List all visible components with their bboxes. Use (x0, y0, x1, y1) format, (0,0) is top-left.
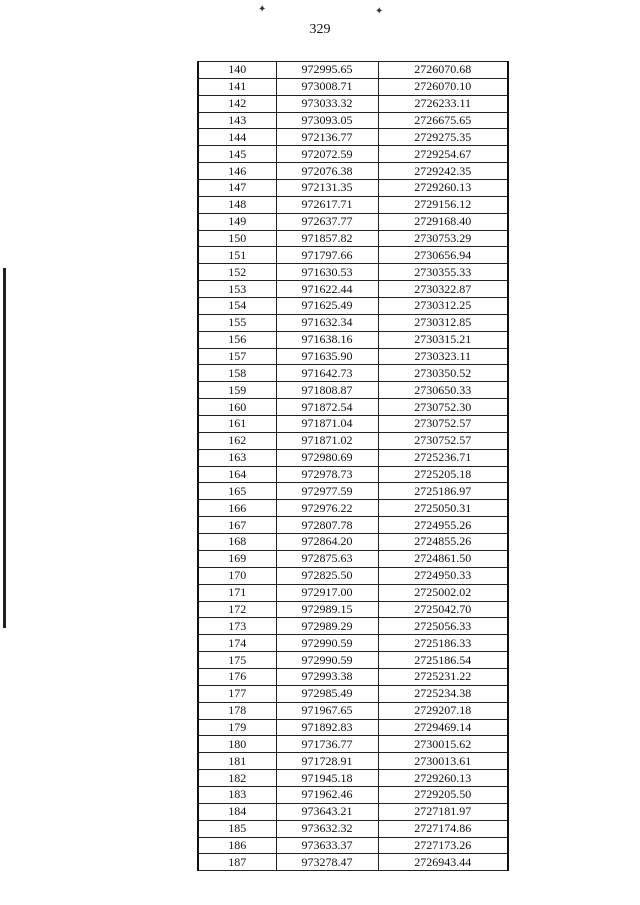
table-row (198, 281, 508, 298)
y-coordinate-cell: 2726675.65 (378, 112, 508, 129)
table-row (198, 348, 508, 365)
x-coordinate-cell: 972976.22 (276, 500, 378, 517)
table-row (198, 652, 508, 669)
table-row (198, 584, 508, 601)
x-coordinate-cell: 971632.34 (276, 314, 378, 331)
x-coordinate-cell: 972990.59 (276, 652, 378, 669)
x-coordinate-cell: 971808.87 (276, 382, 378, 399)
y-coordinate-cell: 2730350.52 (378, 365, 508, 382)
point-number-cell: 141 (198, 78, 276, 95)
point-number-cell: 184 (198, 803, 276, 820)
table-row (198, 432, 508, 449)
table-row (198, 247, 508, 264)
y-coordinate-cell: 2730013.61 (378, 753, 508, 770)
table-row (198, 534, 508, 551)
y-coordinate-cell: 2730312.85 (378, 314, 508, 331)
point-number-cell: 169 (198, 550, 276, 567)
point-number-cell: 183 (198, 786, 276, 803)
scan-edge-mark (3, 268, 6, 628)
y-coordinate-cell: 2727174.86 (378, 820, 508, 837)
x-coordinate-cell: 971872.54 (276, 399, 378, 416)
x-coordinate-cell: 973633.37 (276, 837, 378, 854)
y-coordinate-cell: 2730323.11 (378, 348, 508, 365)
y-coordinate-cell: 2725231.22 (378, 668, 508, 685)
table-row (198, 399, 508, 416)
scan-speck: ✦ (258, 4, 267, 15)
x-coordinate-cell: 972825.50 (276, 567, 378, 584)
point-number-cell: 177 (198, 685, 276, 702)
y-coordinate-cell: 2730656.94 (378, 247, 508, 264)
point-number-cell: 153 (198, 281, 276, 298)
x-coordinate-cell: 972989.29 (276, 618, 378, 635)
x-coordinate-cell: 971736.77 (276, 736, 378, 753)
table-row (198, 416, 508, 433)
x-coordinate-cell: 972995.65 (276, 62, 378, 79)
point-number-cell: 157 (198, 348, 276, 365)
table-row (198, 129, 508, 146)
point-number-cell: 152 (198, 264, 276, 281)
table-row (198, 449, 508, 466)
y-coordinate-cell: 2725236.71 (378, 449, 508, 466)
y-coordinate-cell: 2730752.57 (378, 432, 508, 449)
point-number-cell: 143 (198, 112, 276, 129)
y-coordinate-cell: 2729168.40 (378, 213, 508, 230)
point-number-cell: 179 (198, 719, 276, 736)
y-coordinate-cell: 2725050.31 (378, 500, 508, 517)
table-row (198, 567, 508, 584)
table-row (198, 163, 508, 180)
point-number-cell: 145 (198, 146, 276, 163)
point-number-cell: 168 (198, 534, 276, 551)
x-coordinate-cell: 971871.04 (276, 416, 378, 433)
y-coordinate-cell: 2730015.62 (378, 736, 508, 753)
y-coordinate-cell: 2726070.10 (378, 78, 508, 95)
x-coordinate-cell: 973093.05 (276, 112, 378, 129)
point-number-cell: 151 (198, 247, 276, 264)
y-coordinate-cell: 2725186.54 (378, 652, 508, 669)
coordinates-table (197, 61, 509, 871)
table-row (198, 837, 508, 854)
y-coordinate-cell: 2730312.25 (378, 298, 508, 315)
y-coordinate-cell: 2730650.33 (378, 382, 508, 399)
table-row (198, 601, 508, 618)
x-coordinate-cell: 972617.71 (276, 196, 378, 213)
y-coordinate-cell: 2726943.44 (378, 854, 508, 871)
x-coordinate-cell: 971630.53 (276, 264, 378, 281)
x-coordinate-cell: 972993.38 (276, 668, 378, 685)
table-row (198, 331, 508, 348)
table-row (198, 854, 508, 871)
table-row (198, 230, 508, 247)
x-coordinate-cell: 972864.20 (276, 534, 378, 551)
point-number-cell: 140 (198, 62, 276, 79)
x-coordinate-cell: 971642.73 (276, 365, 378, 382)
y-coordinate-cell: 2729469.14 (378, 719, 508, 736)
point-number-cell: 175 (198, 652, 276, 669)
y-coordinate-cell: 2727181.97 (378, 803, 508, 820)
point-number-cell: 166 (198, 500, 276, 517)
table-row (198, 736, 508, 753)
y-coordinate-cell: 2725056.33 (378, 618, 508, 635)
point-number-cell: 147 (198, 180, 276, 197)
y-coordinate-cell: 2729275.35 (378, 129, 508, 146)
point-number-cell: 150 (198, 230, 276, 247)
page-number: 329 (309, 22, 331, 37)
x-coordinate-cell: 971622.44 (276, 281, 378, 298)
table-row (198, 500, 508, 517)
y-coordinate-cell: 2730322.87 (378, 281, 508, 298)
y-coordinate-cell: 2730315.21 (378, 331, 508, 348)
x-coordinate-cell: 971638.16 (276, 331, 378, 348)
point-number-cell: 187 (198, 854, 276, 871)
table-row (198, 264, 508, 281)
coordinates-table-body (198, 62, 508, 871)
y-coordinate-cell: 2726070.68 (378, 62, 508, 79)
point-number-cell: 165 (198, 483, 276, 500)
point-number-cell: 148 (198, 196, 276, 213)
y-coordinate-cell: 2729207.18 (378, 702, 508, 719)
point-number-cell: 173 (198, 618, 276, 635)
y-coordinate-cell: 2730753.29 (378, 230, 508, 247)
x-coordinate-cell: 972072.59 (276, 146, 378, 163)
point-number-cell: 180 (198, 736, 276, 753)
table-row (198, 517, 508, 534)
table-row (198, 820, 508, 837)
table-row (198, 803, 508, 820)
table-row (198, 618, 508, 635)
point-number-cell: 158 (198, 365, 276, 382)
x-coordinate-cell: 973008.71 (276, 78, 378, 95)
table-row (198, 702, 508, 719)
x-coordinate-cell: 971967.65 (276, 702, 378, 719)
x-coordinate-cell: 972076.38 (276, 163, 378, 180)
point-number-cell: 154 (198, 298, 276, 315)
x-coordinate-cell: 973033.32 (276, 95, 378, 112)
point-number-cell: 178 (198, 702, 276, 719)
y-coordinate-cell: 2730355.33 (378, 264, 508, 281)
x-coordinate-cell: 971857.82 (276, 230, 378, 247)
table-row (198, 483, 508, 500)
table-row (198, 314, 508, 331)
point-number-cell: 174 (198, 635, 276, 652)
x-coordinate-cell: 972985.49 (276, 685, 378, 702)
x-coordinate-cell: 971625.49 (276, 298, 378, 315)
table-row (198, 213, 508, 230)
point-number-cell: 161 (198, 416, 276, 433)
x-coordinate-cell: 972136.77 (276, 129, 378, 146)
point-number-cell: 182 (198, 770, 276, 787)
y-coordinate-cell: 2724861.50 (378, 550, 508, 567)
point-number-cell: 144 (198, 129, 276, 146)
point-number-cell: 162 (198, 432, 276, 449)
x-coordinate-cell: 972807.78 (276, 517, 378, 534)
point-number-cell: 164 (198, 466, 276, 483)
x-coordinate-cell: 971635.90 (276, 348, 378, 365)
point-number-cell: 167 (198, 517, 276, 534)
point-number-cell: 159 (198, 382, 276, 399)
table-row (198, 180, 508, 197)
x-coordinate-cell: 972875.63 (276, 550, 378, 567)
y-coordinate-cell: 2730752.30 (378, 399, 508, 416)
x-coordinate-cell: 972989.15 (276, 601, 378, 618)
point-number-cell: 176 (198, 668, 276, 685)
x-coordinate-cell: 971945.18 (276, 770, 378, 787)
x-coordinate-cell: 971871.02 (276, 432, 378, 449)
table-row (198, 786, 508, 803)
table-row (198, 635, 508, 652)
x-coordinate-cell: 973278.47 (276, 854, 378, 871)
y-coordinate-cell: 2729260.13 (378, 180, 508, 197)
point-number-cell: 142 (198, 95, 276, 112)
y-coordinate-cell: 2730752.57 (378, 416, 508, 433)
x-coordinate-cell: 971892.83 (276, 719, 378, 736)
table-row (198, 78, 508, 95)
table-row (198, 112, 508, 129)
x-coordinate-cell: 972131.35 (276, 180, 378, 197)
point-number-cell: 163 (198, 449, 276, 466)
point-number-cell: 160 (198, 399, 276, 416)
table-row (198, 382, 508, 399)
x-coordinate-cell: 972977.59 (276, 483, 378, 500)
x-coordinate-cell: 972980.69 (276, 449, 378, 466)
y-coordinate-cell: 2729254.67 (378, 146, 508, 163)
point-number-cell: 186 (198, 837, 276, 854)
table-row (198, 753, 508, 770)
point-number-cell: 170 (198, 567, 276, 584)
x-coordinate-cell: 972990.59 (276, 635, 378, 652)
table-row (198, 95, 508, 112)
table-row (198, 550, 508, 567)
scan-speck: ✦ (375, 6, 384, 17)
y-coordinate-cell: 2725186.33 (378, 635, 508, 652)
y-coordinate-cell: 2725002.02 (378, 584, 508, 601)
x-coordinate-cell: 972978.73 (276, 466, 378, 483)
x-coordinate-cell: 971728.91 (276, 753, 378, 770)
y-coordinate-cell: 2724950.33 (378, 567, 508, 584)
point-number-cell: 172 (198, 601, 276, 618)
y-coordinate-cell: 2724855.26 (378, 534, 508, 551)
x-coordinate-cell: 972917.00 (276, 584, 378, 601)
point-number-cell: 149 (198, 213, 276, 230)
table-row (198, 298, 508, 315)
y-coordinate-cell: 2729260.13 (378, 770, 508, 787)
point-number-cell: 181 (198, 753, 276, 770)
table-row (198, 770, 508, 787)
y-coordinate-cell: 2727173.26 (378, 837, 508, 854)
table-row (198, 668, 508, 685)
y-coordinate-cell: 2726233.11 (378, 95, 508, 112)
x-coordinate-cell: 973632.32 (276, 820, 378, 837)
table-row (198, 146, 508, 163)
y-coordinate-cell: 2729205.50 (378, 786, 508, 803)
y-coordinate-cell: 2725205.18 (378, 466, 508, 483)
y-coordinate-cell: 2729242.35 (378, 163, 508, 180)
table-row (198, 685, 508, 702)
table-row (198, 62, 508, 79)
point-number-cell: 146 (198, 163, 276, 180)
table-row (198, 719, 508, 736)
y-coordinate-cell: 2725186.97 (378, 483, 508, 500)
table-row (198, 365, 508, 382)
y-coordinate-cell: 2724955.26 (378, 517, 508, 534)
x-coordinate-cell: 972637.77 (276, 213, 378, 230)
y-coordinate-cell: 2725042.70 (378, 601, 508, 618)
x-coordinate-cell: 973643.21 (276, 803, 378, 820)
point-number-cell: 185 (198, 820, 276, 837)
y-coordinate-cell: 2729156.12 (378, 196, 508, 213)
point-number-cell: 156 (198, 331, 276, 348)
table-row (198, 196, 508, 213)
point-number-cell: 155 (198, 314, 276, 331)
y-coordinate-cell: 2725234.38 (378, 685, 508, 702)
x-coordinate-cell: 971797.66 (276, 247, 378, 264)
point-number-cell: 171 (198, 584, 276, 601)
table-row (198, 466, 508, 483)
x-coordinate-cell: 971962.46 (276, 786, 378, 803)
